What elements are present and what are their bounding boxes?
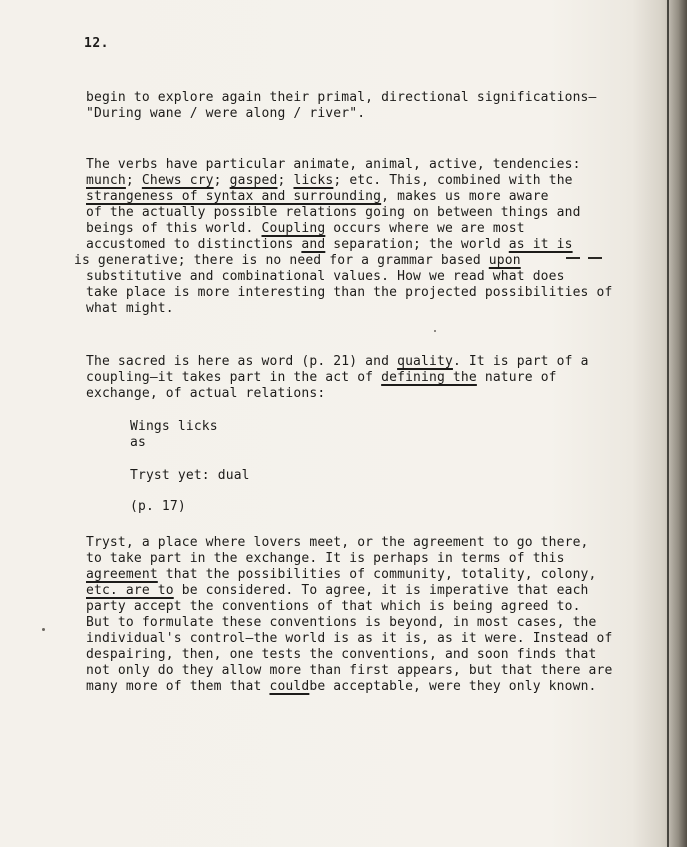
paper-speck (434, 330, 436, 332)
text-line: etc. are to be considered. To agree, it is imperative that each (86, 583, 589, 598)
page-number: 12. (84, 36, 109, 51)
text-line: not only do they allow more than first appears, but that there are (86, 663, 613, 678)
text-line: exchange, of actual relations: (86, 386, 326, 401)
underlined-phrase: defining the (381, 370, 477, 385)
poem-line: Tryst yet: dual (130, 468, 250, 483)
underlined-phrase: etc. are to (86, 583, 174, 598)
text-line: munch; Chews cry; gasped; licks; etc. This, combined with the (86, 173, 573, 188)
text-line: The verbs have particular animate, animal, active, tendencies: (86, 157, 581, 172)
underlined-word: upon (488, 253, 521, 268)
poem-line: Wings licks (130, 419, 218, 434)
text-line: take place is more interesting than the projected possibilities of (86, 285, 613, 300)
text-line: substitutive and combinational values. How we read what does (86, 269, 565, 284)
text-line: what might. (86, 301, 174, 316)
text-line: party accept the conventions of that which is being agreed to. (86, 599, 581, 614)
text-line: accustomed to distinctions and separation; the world as it is (86, 237, 573, 252)
text-line: Tryst, a place where lovers meet, or the agreement to go there, (86, 535, 589, 550)
text-line: many more of them that couldbe acceptable, were they only known. (86, 679, 597, 694)
paper-speck (42, 628, 45, 631)
text-line: individual's control—the world is as it is, as it were. Instead of (86, 631, 613, 646)
citation: (p. 17) (130, 499, 186, 514)
text-line: "During wane / were along / river". (86, 106, 366, 121)
text-line: is generative; there is no need for a grammar based upon (74, 253, 521, 268)
underlined-word: and (301, 237, 326, 252)
underlined-word: licks (293, 173, 334, 188)
underlined-word: quality (397, 354, 453, 369)
text-line: beings of this world. Coupling occurs where we are most (86, 221, 525, 236)
paragraph-1 (86, 90, 597, 122)
underlined-word: could (269, 679, 310, 694)
text-line: strangeness of syntax and surrounding, makes us more aware (86, 189, 549, 204)
text-line: to take part in the exchange. It is perhaps in terms of this (86, 551, 565, 566)
text-line: The sacred is here as word (p. 21) and quality. It is part of a (86, 354, 589, 369)
pencil-mark (566, 257, 580, 259)
paragraph-2 (74, 157, 613, 317)
underlined-word: Chews cry (141, 173, 214, 188)
paragraph-3 (86, 354, 589, 402)
poem-citation (130, 499, 186, 515)
poem-line: as (130, 435, 146, 450)
quoted-poem-line (130, 468, 250, 484)
underlined-word: gasped (229, 173, 278, 188)
pencil-mark (588, 257, 602, 259)
page-edge-line (667, 0, 669, 847)
quoted-poem (130, 419, 218, 451)
text-line: despairing, then, one tests the conventions, and soon finds that (86, 647, 597, 662)
text-line: But to formulate these conventions is beyond, in most cases, the (86, 615, 597, 630)
paragraph-4 (86, 535, 612, 695)
underlined-word: munch (86, 173, 126, 188)
text-line: begin to explore again their primal, directional significations— (86, 90, 597, 105)
text-line: coupling—it takes part in the act of defining the nature of (86, 370, 557, 385)
underlined-word: agreement (86, 567, 158, 582)
underlined-word: Coupling (261, 221, 326, 236)
text-line: agreement that the possibilities of community, totality, colony, (86, 567, 597, 582)
underlined-phrase: strangeness of syntax and surrounding (86, 189, 382, 204)
underlined-phrase: as it is (508, 237, 573, 252)
text-line: of the actually possible relations going on between things and (86, 205, 581, 220)
